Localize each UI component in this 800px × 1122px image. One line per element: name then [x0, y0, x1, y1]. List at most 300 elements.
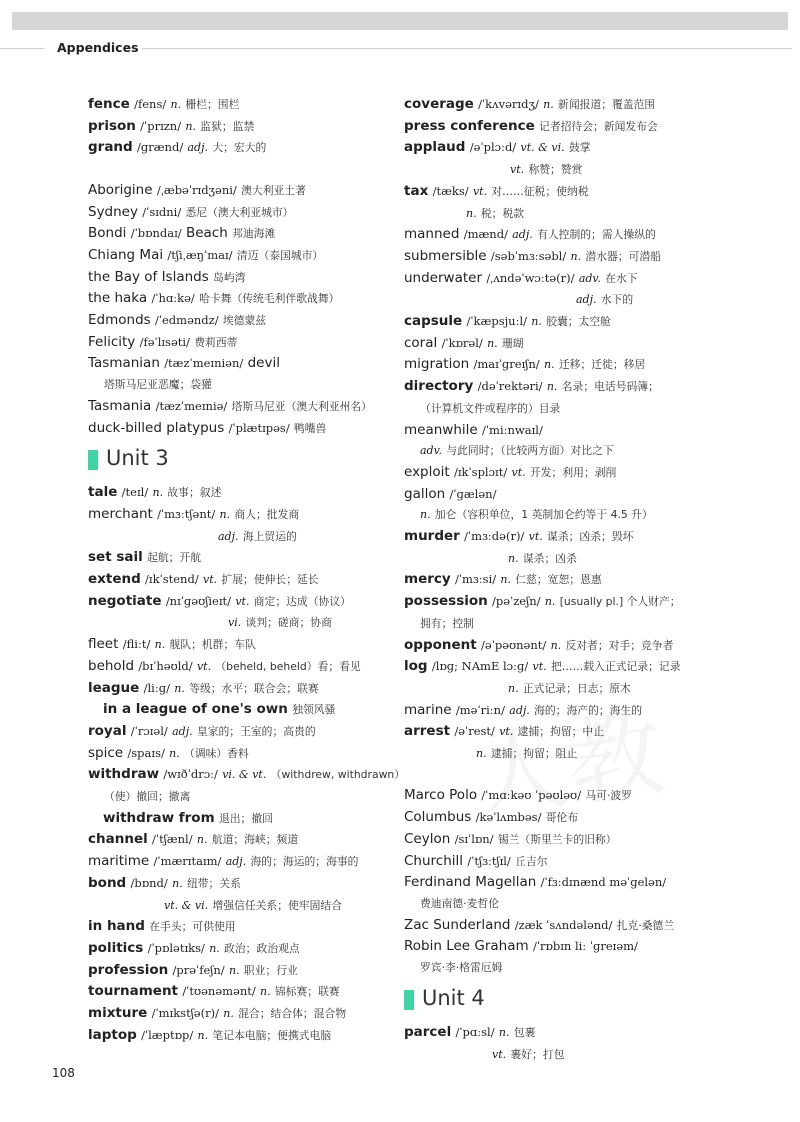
phonetic: /ˈplætɪpəs/ [228, 420, 290, 435]
definition: 海上贸运的 [242, 529, 297, 543]
part-of-speech: n. [476, 747, 487, 761]
phonetic: /əˈrest/ [454, 724, 495, 739]
definition: 记者招待会；新闻发布会 [539, 119, 658, 133]
part-of-speech: n. [170, 98, 182, 111]
definition: 职业；行业 [243, 963, 298, 977]
vocab-entry [404, 656, 790, 678]
definition: 开发；利用；剥削 [529, 465, 617, 479]
headword: Ceylon [404, 830, 451, 847]
definition: （调味）香料 [184, 746, 249, 760]
vocab-entry [88, 656, 388, 678]
definition: 费迪南德·麦哲伦 [420, 897, 500, 910]
definition: 新闻报道；覆盖范围 [558, 98, 656, 111]
definition: 清迈（泰国城市） [236, 248, 324, 262]
headword: gallon [404, 485, 446, 502]
vocab-entry [404, 246, 790, 268]
part-of-speech: adj. [172, 724, 193, 738]
vocab-continuation [88, 786, 388, 808]
definition: 水下的 [600, 293, 634, 307]
part-of-speech: n. [185, 119, 196, 133]
definition: 纽带；关系 [186, 876, 241, 890]
vocab-entry [88, 418, 388, 440]
headword: parcel [404, 1023, 452, 1040]
vocab-entry [404, 420, 790, 441]
vocab-entry [88, 180, 388, 202]
headword: withdraw from [103, 809, 215, 826]
vocab-entry [404, 181, 790, 203]
definition: （withdrew, withdrawn） [270, 768, 406, 782]
vocab-entry [88, 873, 388, 895]
phonetic: /wɪðˈdrɔː/ [163, 767, 218, 782]
vocab-entry [404, 526, 790, 548]
headword: maritime [88, 853, 150, 870]
headword: in hand [88, 918, 145, 935]
definition: 监狱；监禁 [200, 119, 255, 133]
part-of-speech: vt. [528, 530, 543, 544]
definition: 珊瑚 [501, 336, 524, 350]
vocab-phrase [88, 699, 388, 721]
phonetic: /spaɪs/ [127, 745, 165, 760]
part-of-speech: vt. & vi. [164, 898, 209, 912]
vocab-entry [404, 268, 790, 290]
phonetic: /zæk ˈsʌndələnd/ [514, 917, 613, 932]
headword: Felicity [88, 333, 136, 350]
headword: underwater [404, 269, 483, 286]
definition: 与此同时；（比较两方面）对比之下 [446, 444, 614, 458]
vocab-entry [88, 591, 388, 613]
headword: Zac Sunderland [404, 916, 511, 933]
headword: Columbus [404, 809, 472, 826]
headword: coral [404, 334, 438, 351]
headword: migration [404, 356, 470, 373]
headword: in a league of one's own [103, 701, 288, 718]
part-of-speech: n. [228, 963, 240, 977]
headword: log [404, 658, 428, 675]
headword: laptop [88, 1026, 137, 1043]
phonetic: /ˈbɒndaɪ/ [130, 226, 182, 241]
vocab-entry [404, 569, 790, 591]
definition: 逮捕；拘留；中止 [517, 725, 605, 739]
part-of-speech: vt. [196, 659, 212, 673]
definition: 加仑（容积单位，1 英制加仑约等于 4.5 升） [434, 508, 653, 522]
vocab-continuation [88, 612, 388, 634]
vocab-entry [88, 569, 388, 591]
vocab-continuation [404, 398, 790, 420]
headword: channel [88, 831, 148, 848]
definition: 谋杀；凶杀 [522, 551, 577, 565]
definition: 在手头；可供使用 [149, 920, 236, 934]
part-of-speech: n. [260, 985, 271, 999]
part-of-speech: n. [508, 551, 519, 565]
vocab-entry [88, 332, 388, 354]
vocab-entry [404, 462, 790, 484]
headword: arrest [404, 723, 451, 740]
definition: 锡兰（斯里兰卡的旧称） [497, 832, 617, 846]
part-of-speech: n. [543, 98, 554, 111]
part-of-speech: vi. [228, 616, 242, 630]
vocab-phrase [88, 808, 388, 830]
vocab-entry [88, 1025, 388, 1047]
headword: royal [88, 722, 127, 739]
headword: negotiate [88, 592, 162, 609]
vocab-entry [88, 1003, 388, 1025]
definition: 栅栏；围栏 [185, 98, 240, 111]
vocab-entry [404, 311, 790, 333]
phonetic: /teɪl/ [121, 485, 149, 500]
vocab-entry [88, 504, 388, 526]
headword: manned [404, 226, 460, 243]
definition: 逮捕；拘留；阻止 [490, 747, 578, 761]
definition: 海的；海运的；海事的 [250, 855, 359, 869]
definition: 起航；开航 [147, 551, 202, 565]
headword: the haka [88, 290, 148, 307]
part-of-speech: n. [487, 336, 498, 350]
page-number: 108 [52, 1066, 75, 1080]
vocab-entry [88, 396, 388, 418]
vocab-entry [88, 267, 388, 289]
phonetic: /dəˈrektəri/ [477, 379, 543, 394]
vocab-continuation [404, 957, 790, 979]
part-of-speech: n. [498, 1025, 510, 1039]
definition: 哥伦布 [545, 811, 579, 825]
headword: coverage [404, 96, 474, 112]
part-of-speech: adv. [578, 271, 601, 285]
phonetic: /ˈsɪdni/ [142, 204, 182, 219]
vocab-entry [404, 915, 790, 937]
vocab-entry [88, 829, 388, 851]
phonetic: /ˈtʃɜːtʃɪl/ [467, 853, 511, 868]
headword: meanwhile [404, 421, 478, 438]
vocab-continuation [404, 289, 790, 311]
definition: 丘吉尔 [515, 854, 548, 868]
part-of-speech: n. [550, 638, 562, 652]
headword: mercy [404, 571, 451, 588]
definition: 等级；水平；联合会；联赛 [189, 681, 319, 695]
headword: grand [88, 139, 133, 156]
vocab-continuation [404, 548, 790, 570]
definition: 谈判；磋商；协商 [245, 616, 332, 630]
phonetic: /ˈrɒbɪn liː ˈɡreɪəm/ [532, 939, 638, 954]
header-rule-right [142, 48, 792, 49]
phonetic: /ˈmɜːdə(r)/ [464, 529, 525, 544]
part-of-speech: vi. & vt. [222, 768, 267, 782]
part-of-speech: vt. [235, 594, 250, 608]
left-column [88, 94, 406, 1047]
headword: submersible [404, 247, 487, 264]
vocab-entry [88, 634, 388, 656]
headword: tale [88, 484, 118, 501]
definition: 航道；海峡；频道 [211, 833, 299, 847]
headword: Edmonds [88, 312, 151, 329]
phonetic: /ˈmiːnwaɪl/ [482, 422, 543, 437]
headword: exploit [404, 463, 450, 480]
headword-suffix: Beach [185, 225, 228, 242]
vocab-entry [88, 288, 388, 310]
part-of-speech: n. [544, 595, 556, 609]
part-of-speech: adj. [225, 855, 247, 869]
phonetic: /ˈmɪkstʃə(r)/ [151, 1006, 219, 1021]
vocab-entry [404, 851, 790, 873]
part-of-speech: adj. [218, 529, 239, 543]
vocab-continuation [88, 895, 388, 917]
definition: 鼓掌 [568, 141, 591, 155]
part-of-speech: n. [420, 508, 431, 522]
phonetic: /fens/ [134, 97, 167, 111]
vocab-entry [88, 310, 388, 332]
header-rule-left [0, 48, 44, 49]
headword: directory [404, 378, 474, 395]
part-of-speech: vt. & vi. [520, 141, 565, 155]
vocab-entry [88, 116, 388, 138]
phonetic: /kəˈlʌmbəs/ [475, 810, 542, 825]
vocab-entry [404, 224, 790, 246]
vocab-entry [404, 635, 790, 657]
definition: 称赞；赞赏 [528, 163, 583, 177]
phonetic: /fəˈlɪsəti/ [139, 334, 190, 349]
vocab-continuation [404, 159, 790, 181]
definition: 商人；批发商 [234, 507, 300, 521]
page-header [0, 40, 800, 58]
unit-accent-bar [88, 450, 98, 470]
vocab-entry [404, 829, 790, 851]
vocab-entry [88, 94, 388, 116]
vocab-entry [88, 482, 388, 504]
definition: 迁移；迁徙；移居 [558, 358, 646, 372]
definition: 反对者；对手；竞争者 [565, 638, 674, 652]
headword: Churchill [404, 852, 464, 869]
definition: 扩展；使伸长；延长 [221, 573, 319, 587]
vocab-entry [88, 916, 388, 938]
definition: 谋杀；凶杀；毁坏 [547, 530, 634, 544]
phonetic: /liːɡ/ [143, 680, 170, 695]
headword: Aborigine [88, 181, 153, 198]
headword: opponent [404, 636, 477, 653]
definition: 舰队；机群；车队 [169, 638, 256, 652]
phonetic: /maɪˈɡreɪʃn/ [473, 357, 540, 372]
definition: 哈卡舞（传统毛利伴歌战舞） [199, 292, 340, 306]
vocab-entry [404, 484, 790, 505]
definition: 拥有；控制 [420, 616, 474, 630]
part-of-speech: n. [209, 942, 220, 955]
part-of-speech: n. [531, 315, 542, 329]
vocab-entry [88, 938, 388, 960]
headword: tournament [88, 983, 179, 1000]
headword: Bondi [88, 225, 127, 242]
headword: fleet [88, 636, 119, 653]
definition: 皇家的；王室的；高贵的 [196, 724, 316, 738]
headword: Ferdinand Magellan [404, 874, 537, 891]
headword: prison [88, 117, 136, 134]
spacer [88, 159, 388, 180]
phonetic: /ˈhɑːkə/ [151, 291, 195, 306]
definition: 裹好；打包 [510, 1047, 565, 1061]
part-of-speech: n. [500, 573, 511, 587]
definition: 包裹 [513, 1025, 536, 1039]
vocab-entry [404, 591, 790, 613]
definition: 仁慈；宽恕；恩惠 [515, 573, 602, 587]
phonetic: /ˌæbəˈrɪdʒəni/ [156, 182, 237, 197]
definition: 商定；达成（协议） [253, 594, 351, 608]
part-of-speech: n. [172, 876, 183, 890]
vocab-continuation [404, 504, 790, 526]
definition: 费莉西蒂 [194, 335, 238, 349]
phonetic: /pəˈzeʃn/ [492, 594, 541, 609]
headword: extend [88, 571, 141, 588]
definition: 对……征税；使纳税 [491, 184, 589, 198]
phonetic: /ˈmɜːsi/ [454, 572, 497, 587]
vocab-continuation [404, 203, 790, 225]
headword: the Bay of Islands [88, 268, 209, 285]
headword: behold [88, 657, 135, 674]
vocab-entry [88, 353, 388, 374]
vocab-continuation [404, 1044, 790, 1066]
definition: 在水下 [605, 271, 638, 285]
top-gray-bar [12, 12, 788, 30]
phonetic: /tæzˈmeɪniən/ [164, 356, 244, 371]
unit-accent-bar [404, 990, 414, 1010]
phonetic: /əˈplɔːd/ [469, 140, 517, 155]
vocab-entry [88, 764, 406, 786]
headword: Robin Lee Graham [404, 938, 529, 955]
definition: 混合；结合体；混合物 [238, 1007, 347, 1021]
definition: 增强信任关系；使牢固结合 [212, 898, 343, 912]
vocab-entry [404, 872, 790, 893]
part-of-speech: n. [570, 249, 582, 263]
definition: 邦迪海滩 [232, 227, 276, 241]
vocab-entry [88, 245, 388, 267]
phonetic: /əˈpəʊnənt/ [481, 637, 547, 652]
definition: 澳大利亚土著 [241, 183, 306, 197]
headword: possession [404, 593, 488, 610]
vocab-entry [88, 721, 388, 743]
part-of-speech: vt. [203, 573, 218, 587]
phonetic: /ɪkˈstend/ [145, 572, 199, 587]
vocab-continuation [88, 526, 388, 548]
headword: press conference [404, 117, 535, 134]
phonetic: /tæzˈmeɪniə/ [155, 398, 228, 413]
phonetic: /tæks/ [432, 183, 469, 198]
phonetic: /ˈlæptɒp/ [141, 1027, 194, 1042]
part-of-speech: n. [197, 1028, 209, 1042]
unit-title: Unit 4 [422, 985, 485, 1010]
phonetic: /ˈfɜːdɪnænd məˈɡelən/ [540, 875, 667, 890]
definition: 马可·波罗 [585, 789, 632, 803]
vocab-entry [404, 936, 790, 957]
phonetic: /bɪˈhəʊld/ [138, 658, 193, 673]
phonetic: /ˈmɜːtʃənt/ [157, 506, 216, 521]
headword: merchant [88, 505, 153, 522]
definition: 塔斯马尼亚（澳大利亚州名） [231, 399, 372, 413]
headword: Marco Polo [404, 787, 478, 804]
definition: 独领风骚 [292, 703, 336, 717]
vocab-entry [88, 851, 388, 873]
vocab-entry [88, 202, 388, 224]
vocab-entry [88, 960, 388, 982]
definition: 锦标赛；联赛 [274, 985, 340, 999]
definition: 悉尼（澳大利亚城市） [185, 205, 294, 219]
phonetic: /ˈkæpsjuːl/ [466, 314, 527, 329]
definition: 埃德蒙兹 [222, 314, 267, 328]
vocab-continuation [404, 613, 790, 635]
vocab-entry [88, 743, 388, 765]
headword: capsule [404, 313, 463, 330]
headword: league [88, 679, 140, 696]
phonetic: /ˈpɒlətɪks/ [147, 941, 205, 955]
part-of-speech: adj. [512, 228, 533, 242]
phonetic: /ˈtʃænl/ [152, 832, 193, 847]
vocab-entry [88, 223, 388, 245]
headword: tax [404, 182, 429, 199]
vocab-entry [404, 1022, 790, 1044]
phonetic: /sɪˈlɒn/ [454, 831, 494, 846]
headword: politics [88, 940, 144, 956]
part-of-speech: adj. [576, 293, 597, 307]
headword: withdraw [88, 766, 160, 783]
definition: 正式记录；日志；原木 [522, 681, 631, 695]
definition: 有人控制的；需人操纵的 [537, 228, 656, 242]
vocab-entry [88, 981, 388, 1003]
vocab-entry [404, 137, 790, 159]
part-of-speech: adj. [509, 703, 530, 717]
vocab-entry [404, 333, 790, 355]
definition: 扎克·桑德兰 [616, 918, 675, 932]
definition: 岛屿湾 [213, 270, 246, 284]
vocab-entry [404, 354, 790, 376]
phonetic: /ˈmærɪtaɪm/ [153, 854, 222, 869]
part-of-speech: vt. [511, 465, 526, 479]
headword: Chiang Mai [88, 246, 164, 263]
headword-suffix: devil [247, 355, 280, 372]
vocab-continuation [404, 440, 790, 462]
definition: 把……载入正式记录；记录 [550, 660, 681, 674]
definition: 罗宾·李·格雷厄姆 [420, 961, 503, 975]
headword: bond [88, 874, 127, 891]
definition: 政治；政治观点 [224, 942, 300, 955]
phonetic: /ˈtʊənəmənt/ [182, 984, 256, 999]
part-of-speech: n. [174, 681, 185, 695]
definition: 胶囊；太空舱 [546, 315, 611, 329]
definition: 鸭嘴兽 [294, 421, 327, 435]
part-of-speech: vt. [510, 163, 525, 177]
right-column [404, 94, 790, 1065]
part-of-speech: n. [508, 681, 519, 695]
part-of-speech: n. [196, 833, 208, 847]
phonetic: /ˈrɔɪəl/ [130, 723, 168, 738]
part-of-speech: n. [154, 638, 166, 652]
phonetic: /ˈkʌvərɪdʒ/ [478, 97, 539, 111]
definition: 退出；撤回 [218, 811, 273, 825]
phonetic: /bɒnd/ [130, 875, 168, 890]
phonetic: /prəˈfeʃn/ [172, 962, 225, 977]
part-of-speech: adj. [187, 141, 209, 155]
headword: Sydney [88, 203, 138, 220]
definition: 故事；叙述 [167, 486, 222, 500]
unit-heading [404, 985, 790, 1016]
definition: 名录；电话号码簿； [561, 380, 659, 394]
vocab-entry [404, 94, 790, 116]
phonetic: /səbˈmɜːsəbl/ [490, 248, 567, 263]
part-of-speech: n. [223, 1007, 234, 1021]
part-of-speech: n. [543, 358, 555, 372]
vocab-entry [404, 116, 790, 138]
phonetic: /tʃiˌæŋˈmaɪ/ [167, 247, 233, 262]
phonetic: /fliːt/ [122, 637, 151, 652]
unit-heading [88, 445, 388, 476]
part-of-speech: n. [219, 507, 231, 521]
phonetic: /lɒɡ; NAmE lɔːɡ/ [431, 659, 529, 674]
headword: Tasmanian [88, 355, 160, 372]
definition: 塔斯马尼亚恶魔；袋獾 [104, 378, 212, 392]
